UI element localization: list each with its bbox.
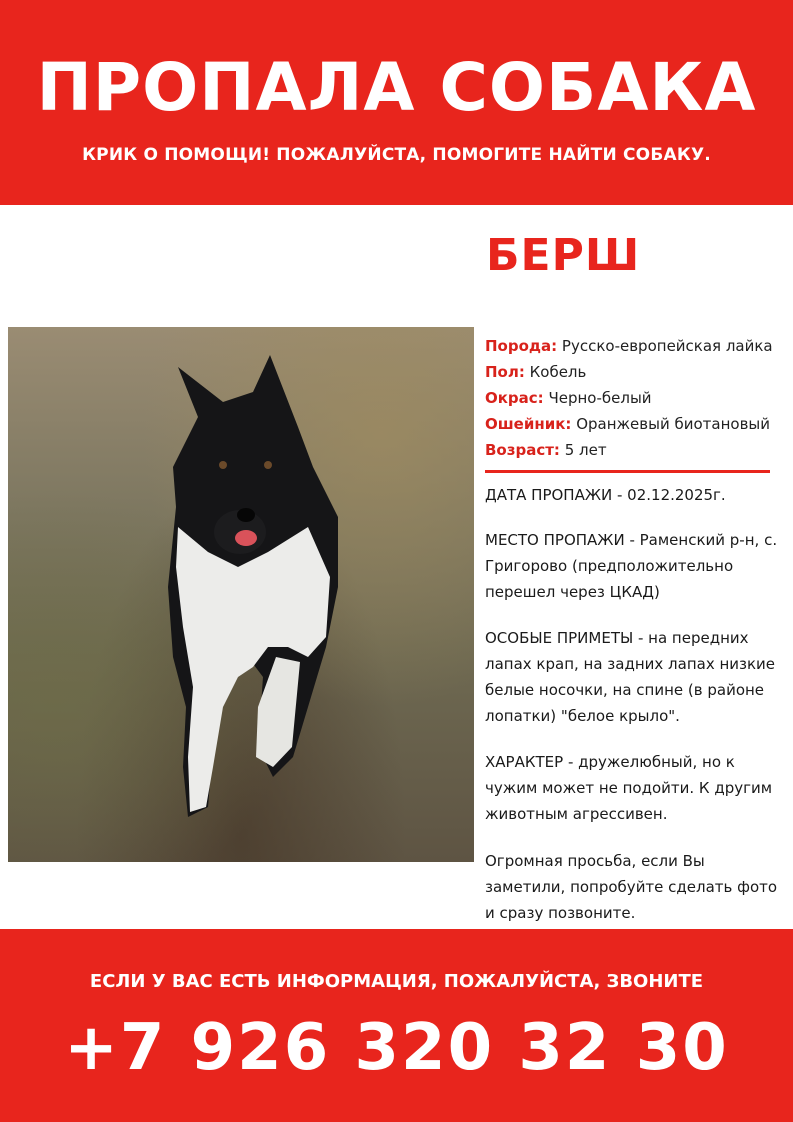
detail-key: Ошейник:	[485, 415, 572, 433]
subheadline: КРИК О ПОМОЩИ! ПОЖАЛУЙСТА, ПОМОГИТЕ НАЙТИ СОБАКУ.	[82, 145, 711, 165]
detail-value: Русско-европейская лайка	[561, 337, 773, 355]
phone-number[interactable]: +7 926 320 32 30	[64, 1011, 729, 1085]
special-marks: ОСОБЫЕ ПРИМЕТЫ - на передних лапах крап, на задних лапах низкие белые носочки, на спине (в районе лопатки) "белое крыло".	[485, 629, 776, 725]
dog-details	[485, 333, 785, 463]
dog-name: БЕРШ	[486, 230, 641, 281]
detail-sex	[485, 359, 785, 385]
detail-breed	[485, 333, 785, 359]
place-lost: МЕСТО ПРОПАЖИ - Раменский р-н, с. Григорово (предположительно перешел через ЦКАД)	[485, 531, 778, 601]
detail-value: Черно-белый	[548, 389, 652, 407]
request: Огромная просьба, если Вы заметили, попробуйте сделать фото и сразу позвоните.	[485, 852, 778, 922]
call-to-action: ЕСЛИ У ВАС ЕСТЬ ИНФОРМАЦИЯ, ПОЖАЛУЙСТА, ЗВОНИТЕ	[89, 971, 704, 992]
detail-collar	[485, 411, 785, 437]
bottom-banner	[0, 929, 793, 1122]
detail-key: Пол:	[485, 363, 525, 381]
dog-illustration	[8, 327, 474, 862]
divider	[485, 470, 770, 473]
detail-value: 5 лет	[564, 441, 607, 459]
detail-value: Оранжевый биотановый	[576, 415, 770, 433]
dog-photo	[8, 327, 474, 862]
character: ХАРАКТЕР - дружелюбный, но к чужим может не подойти. К другим животным агрессивен.	[485, 753, 773, 823]
date-lost: ДАТА ПРОПАЖИ - 02.12.2025г.	[485, 486, 726, 504]
detail-value: Кобель	[529, 363, 587, 381]
detail-key: Порода:	[485, 337, 558, 355]
headline: ПРОПАЛА СОБАКА	[36, 49, 757, 126]
detail-key: Возраст:	[485, 441, 560, 459]
detail-key: Окрас:	[485, 389, 544, 407]
top-banner	[0, 0, 793, 205]
detail-color	[485, 385, 785, 411]
detail-age	[485, 437, 785, 463]
